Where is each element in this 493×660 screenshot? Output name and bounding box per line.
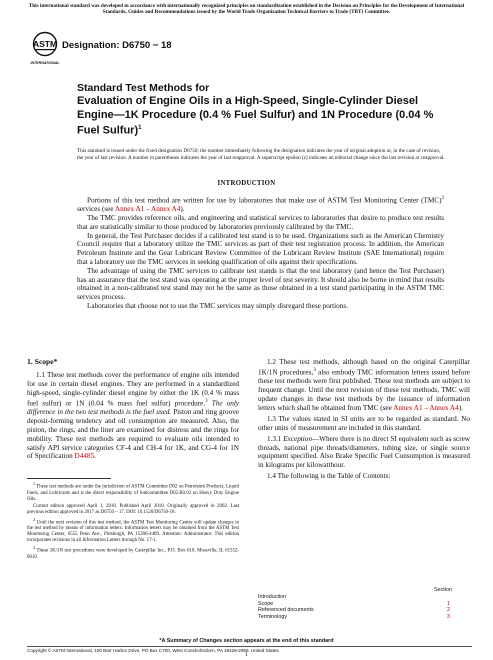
page-number: 1	[245, 652, 248, 658]
intro-paragraph: In general, the Test Purchaser decides if a calibrated test stand is to be used. Organizations such as the American Chemistry Council require that a laboratory utilize the TMC services as part of their test registration process. In addition, the American Petroleum Institute and the Gear Lubricant Review Committee of the Lubricant Review Institute (SAE International) require that a laboratory use the TMC services in seeking qualification of oils against their specifications.	[77, 231, 444, 266]
toc-row[interactable]: Terminology 3	[258, 614, 450, 621]
summary-of-changes-note: *A Summary of Changes section appears at the end of this standard	[159, 638, 334, 644]
intro-paragraph: Laboratories that choose not to use the TMC services may simply disregard these portions.	[87, 301, 348, 310]
right-column	[258, 358, 470, 483]
toc-header: Section	[434, 587, 452, 593]
footnote-3: $^3$ These 1K/1N test procedures were developed by Caterpillar Inc., P.O. Box 610, Mossville, IL 61552-0610.	[27, 545, 239, 560]
astm-logo-icon	[32, 31, 58, 69]
footnote-1: $^1$ These test methods are under the jurisdiction of ASTM Committee D02 on Petroleum Products, Liquid Fuels, and Lubricants and is the direct responsibility of Subcommittee D02.B0.02 on Heavy Duty Engine Oils.	[27, 481, 240, 502]
designation: Designation: D6750 − 18	[62, 40, 172, 51]
scope-heading: 1. Scope*	[27, 357, 58, 366]
table-of-contents	[258, 587, 470, 621]
intro-paragraph: Portions of this test method are written for use by laboratories that make use of ASTM Test Monitoring Center (TMC)$^2$ services (see Annex A1 – Annex A4).	[77, 196, 444, 214]
svg-text:ASTM: ASTM	[32, 39, 58, 49]
footnote-divider	[27, 478, 111, 479]
scope-paragraph-1-3-1: 1.3.1 Exception—Where there is no direct SI equivalent such as screw threads, national pipe threads/diameters, tubing size, or single source equipment specified. Also Brake Specific Fuel Consumption is measured in kilograms per kilowatthour.	[258, 434, 471, 470]
intro-paragraph: The advantage of using the TMC services to calibrate test stands is that the test laboratory (and hence the Test Purchaser) has an assurance that the test stand was operating at the proper level of test severity. It should also be borne in mind that results obtained in a non-calibrated test stand may not be the same as those obtained in a test stand participating in the ASTM TMC services process.	[77, 266, 444, 302]
svg-text:INTERNATIONAL: INTERNATIONAL	[30, 61, 60, 65]
d4485-link[interactable]: D4485	[74, 452, 95, 461]
footnote-2: $^2$ Until the next revision of this test method, the ASTM Test Monitoring Center will update changes in the test method by means of information letters. Information letters may be obtained from the ASTM Test Monitoring Center, 6555 Penn Ave., Pittsburgh, PA 15206-4489. Attention: Administrator. This edition incorporates revisions in all Information Letters through No. 17-1.	[27, 516, 240, 544]
document-title	[77, 82, 437, 138]
annex-link[interactable]: Annex A1 – Annex A4	[114, 205, 181, 214]
wto-notice: This international standard was developed in accordance with internationally recognized principles on standardization established in the Decision on Principles for the Development of International Standards, Guides and Recommendations issued by the World Trade Organization Technical Barriers to Trade (TBT) Committee.	[28, 3, 465, 16]
introduction-heading: INTRODUCTION	[217, 180, 276, 187]
toc-row: Introduction	[258, 593, 287, 600]
left-column	[27, 358, 239, 463]
title-line-1: Standard Test Methods for	[77, 82, 210, 94]
copyright-line: Copyright © ASTM International, 100 Barr Harbor Drive, PO Box C700, West Conshohocken, PA 19428-2959. United States	[27, 646, 472, 653]
footnotes	[27, 481, 239, 562]
issuance-note: This standard is issued under the fixed designation D6750; the number immediately following the designation indicates the year of original adoption or, in the case of revision, the year of last revision. A number in parentheses indicates the year of last reapproval. A superscript epsilon (ε) indicates an editorial change since the last revision or reapproval.	[77, 148, 445, 161]
scope-paragraph-1-2: 1.2 These test methods, although based on the original Caterpillar 1K/1N procedures,$^3$ also embody TMC information letters issued before these test methods were first published. These test methods are subject to frequent change. Until the next revision of these test methods, TMC will update changes in these test methods by the issuance of information letters which shall be obtained from TMC (see Annex A1 – Annex A4).	[258, 358, 470, 412]
introduction-body	[77, 195, 444, 311]
scope-paragraph-1-1: 1.1 These test methods cover the performance of engine oils intended for use in certain diesel engines. They are performed in a standardized high-speed, single-cylinder diesel engine by either the 1K (0.4 % mass fuel sulfur) or 1N (0.04 % mass fuel sulfur) procedure.$^3$ The only difference in the two test methods is the fuel used. Piston and ring groove deposit-forming tendency and oil consumption are measured. Also, the piston, the rings, and the liner are examined for distress and the rings for mobility. These test methods are required to evaluate oils intended to satisfy API service categories CF-4 and CH-4 for 1K, and CG-4 for 1N of Specification D4485.	[27, 370, 239, 461]
scope-paragraph-1-4: 1.4 The following is the Table of Contents:	[267, 472, 391, 481]
scope-paragraph-1-3: 1.3 The values stated in SI units are to be regarded as standard. No other units of measurement are included in this standard.	[258, 414, 470, 432]
title-line-2: Evaluation of Engine Oils in a High-Speed, Single-Cylinder Diesel Engine—1K Procedure (0.4 % Fuel Sulfur) and 1N Procedure (0.04 % Fuel Sulfur)$^1$	[77, 95, 434, 137]
annex-link[interactable]: Annex A1 – Annex A4	[393, 403, 459, 412]
toc-row[interactable]: Scope 1	[258, 600, 450, 607]
toc-row[interactable]: Referenced documents 2	[258, 607, 450, 614]
footnote-1b: Current edition approved April 1, 2018. Published April 2018. Originally approved in 2002. Last previous edition approved in 2017 as D6750 – 17. DOI: 10.1520/D6750-18.	[27, 503, 239, 515]
intro-paragraph: The TMC provides reference oils, and engineering and statistical services to laboratories that desire to produce test results that are statistically similar to those produced by laboratories previously calibrated by the TMC.	[77, 213, 444, 231]
